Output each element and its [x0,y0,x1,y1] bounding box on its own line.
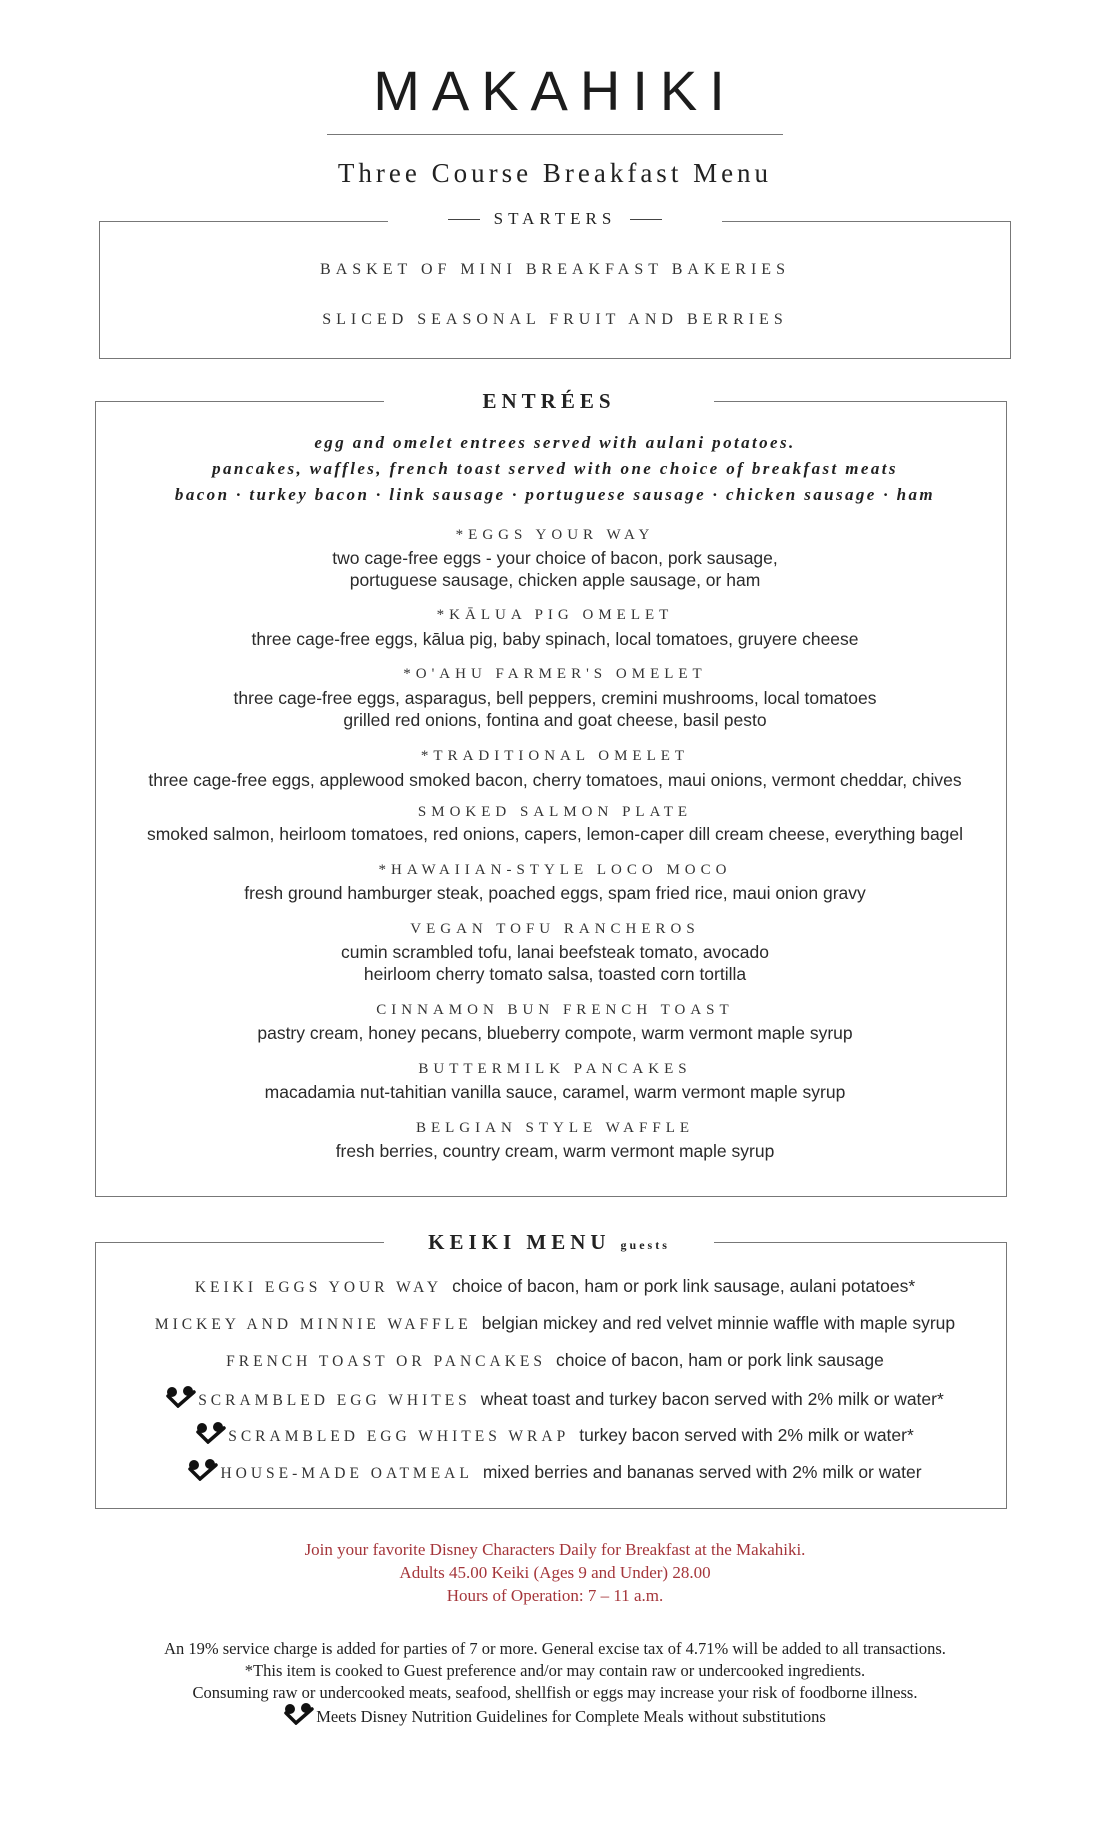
keiki-item-name: FRENCH TOAST OR PANCAKES [226,1353,546,1370]
keiki-item [96,1386,1014,1410]
entrees-heading: ENTRÉES [482,389,616,413]
keiki-item-name: KEIKI EGGS YOUR WAY [194,1279,443,1296]
promo-text: Join your favorite Disney Characters Daily for Breakfast at the Makahiki. [304,1540,806,1559]
dish-name: *KĀLUA PIG OMELET [436,607,674,623]
starters-box [99,221,1011,359]
keiki-heading-wrap [384,1230,714,1260]
dish-name: SMOKED SALMON PLATE [417,804,693,820]
dish-description: fresh berries, country cream, warm vermont maple syrup [335,1141,775,1161]
dish-description: heirloom cherry tomato salsa, toasted corn tortilla [363,964,747,984]
restaurant-title: MAKAHIKI [373,59,737,122]
dish-name: *HAWAIIAN-STYLE LOCO MOCO [378,862,732,878]
keiki-item-name: SCRAMBLED EGG WHITES WRAP [228,1428,570,1445]
entrees-note: pancakes, waffles, french toast served with one choice of breakfast meats [212,459,898,478]
dish-name: BUTTERMILK PANCAKES [418,1061,692,1077]
dish-name: *O'AHU FARMER'S OMELET [403,666,707,682]
dish-name: *TRADITIONAL OMELET [420,748,690,764]
mickey-nutrition-icon [284,1703,314,1725]
keiki-item-description: belgian mickey and red velvet minnie waffle with maple syrup [481,1313,956,1333]
food-safety-warning: Consuming raw or undercooked meats, seafood, shellfish or eggs may increase your risk of foodborne illness. [192,1683,918,1702]
keiki-heading: KEIKI MENU [428,1230,611,1254]
dish-description: three cage-free eggs, asparagus, bell peppers, cremini mushrooms, local tomatoes [233,688,877,708]
nutrition-guideline-note [0,1703,1110,1728]
dish-description: pastry cream, honey pecans, blueberry compote, warm vermont maple syrup [257,1023,853,1043]
dish-description: portuguese sausage, chicken apple sausage, or ham [349,570,761,590]
keiki-item [96,1459,1014,1483]
starters-heading-wrap [388,207,722,235]
keiki-item [96,1422,1014,1446]
keiki-item [96,1276,1014,1297]
starters-heading: STARTERS [493,209,617,228]
mickey-nutrition-icon [166,1386,196,1408]
keiki-item [96,1350,1014,1371]
dish-name: *EGGS YOUR WAY [455,527,655,543]
dish-description: three cage-free eggs, applewood smoked bacon, cherry tomatoes, maui onions, vermont cheddar, chives [148,770,962,790]
promo-prices: Adults 45.00 Keiki (Ages 9 and Under) 28.00 [399,1563,711,1582]
keiki-item-name: HOUSE-MADE OATMEAL [220,1465,473,1482]
dish-description: cumin scrambled tofu, lanai beefsteak tomato, avocado [340,942,769,962]
dish-description: fresh ground hamburger steak, poached eggs, spam fried rice, maui onion gravy [244,883,866,903]
dish-description: grilled red onions, fontina and goat cheese, basil pesto [343,710,767,730]
service-charge-note: An 19% service charge is added for parties of 7 or more. General excise tax of 4.71% will be added to all transactions. [164,1639,946,1658]
starters-heading-dash-left [448,219,480,220]
dish-name: BELGIAN STYLE WAFFLE [415,1120,695,1136]
dish-name: CINNAMON BUN FRENCH TOAST [376,1002,734,1018]
keiki-item-description: choice of bacon, ham or pork link sausage, aulani potatoes* [452,1276,916,1296]
nutrition-guideline-text: Meets Disney Nutrition Guidelines for Complete Meals without substitutions [316,1707,826,1726]
starter-item: BASKET OF MINI BREAKFAST BAKERIES [320,261,790,278]
keiki-item-name: MICKEY AND MINNIE WAFFLE [154,1316,472,1333]
starters-heading-dash-right [630,219,662,220]
keiki-item-description: mixed berries and bananas served with 2% milk or water [482,1462,922,1482]
title-divider [327,134,783,135]
keiki-item-description: wheat toast and turkey bacon served with 2% milk or water* [480,1389,944,1409]
dish-description: three cage-free eggs, kālua pig, baby spinach, local tomatoes, gruyere cheese [251,629,859,649]
mickey-nutrition-icon [188,1459,218,1481]
keiki-item-description: turkey bacon served with 2% milk or water* [579,1425,914,1445]
promo-hours: Hours of Operation: 7 – 11 a.m. [446,1586,664,1605]
mickey-nutrition-icon [196,1422,226,1444]
dish-description: smoked salmon, heirloom tomatoes, red onions, capers, lemon-caper dill cream cheese, everything bagel [146,824,964,844]
entrees-heading-wrap [384,389,714,419]
keiki-item-description: choice of bacon, ham or pork link sausage [555,1350,884,1370]
menu-subtitle: Three Course Breakfast Menu [337,158,773,188]
keiki-item-name: SCRAMBLED EGG WHITES [198,1392,471,1409]
keiki-item [96,1313,1014,1334]
dish-description: macadamia nut-tahitian vanilla sauce, caramel, warm vermont maple syrup [264,1082,846,1102]
dish-name: VEGAN TOFU RANCHEROS [410,921,700,937]
entrees-note: bacon · turkey bacon · link sausage · portuguese sausage · chicken sausage · ham [174,485,936,504]
starter-item: SLICED SEASONAL FRUIT AND BERRIES [322,311,788,328]
dish-description: two cage-free eggs - your choice of bacon, pork sausage, [332,548,778,568]
entrees-note: egg and omelet entrees served with aulani potatoes. [314,433,796,452]
raw-food-note: *This item is cooked to Guest preference and/or may contain raw or undercooked ingredients. [244,1661,866,1680]
keiki-heading-small: guests [620,1238,670,1252]
